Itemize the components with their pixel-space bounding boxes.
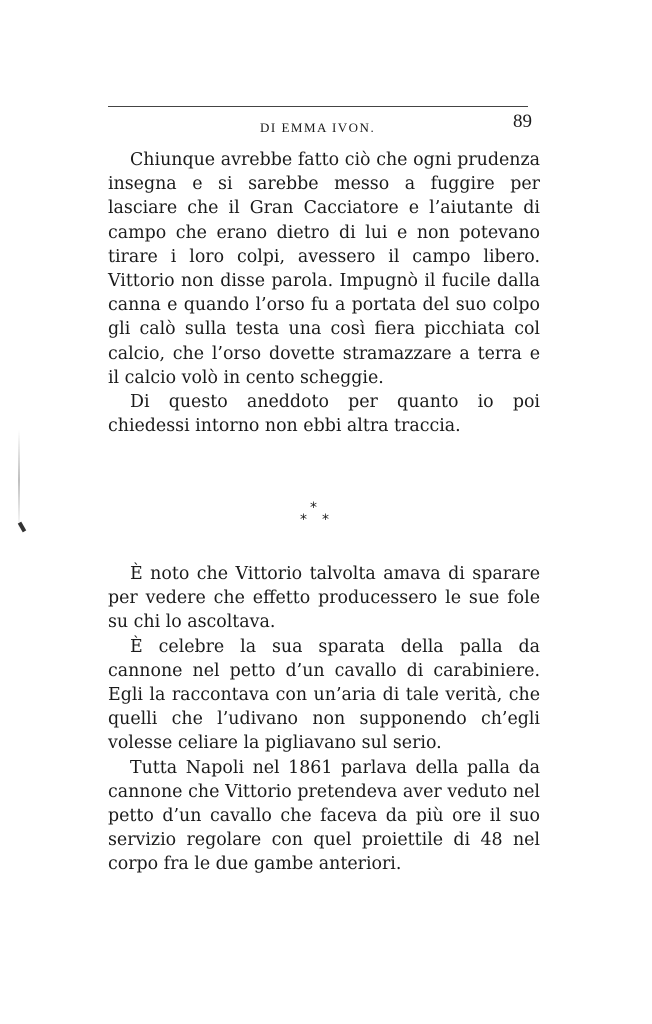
- asterism-star: *: [310, 500, 317, 516]
- page-header: [108, 98, 532, 140]
- asterism-star: *: [300, 512, 307, 528]
- text-block-bottom: [108, 562, 540, 877]
- text-block-top: [108, 148, 540, 438]
- paragraph: È celebre la sua sparata della palla da cannone nel petto d’un cavallo di carabiniere. Egli la raccontava con un’aria di tale verità, che quelli che l’udivano non supponendo ch’egli volesse celiare la pigliavano sul serio.: [108, 636, 540, 754]
- paragraph: Tutta Napoli nel 1861 parlava della palla da cannone che Vittorio pretendeva aver veduto nel petto d’un cavallo che faceva da più ore il suo servizio regolare con quel proiettile di 48 nel corpo fra le due gambe anteriori.: [108, 757, 540, 875]
- paragraph: Chiunque avrebbe fatto ciò che ogni prudenza insegna e si sarebbe messo a fuggire per lasciare che il Gran Cacciatore e l’aiutante di campo che erano dietro di lui e non potevano tirare i loro colpi, avessero il campo libero. Vittorio non disse parola. Impugnò il fucile dalla canna e quando l’orso fu a portata del suo colpo gli calò sulla testa una così fiera picchiata col calcio, che l’orso dovette stramazzare a terra e il calcio volò in cento scheggie.: [108, 150, 540, 388]
- page-edge-shadow: [18, 430, 20, 530]
- paragraph: Di questo aneddoto per quanto io poi chiedessi intorno non ebbi altra traccia.: [108, 392, 540, 437]
- page-number: 89: [513, 111, 532, 132]
- header-rule: [108, 106, 528, 107]
- running-head: DI EMMA IVON.: [260, 120, 376, 135]
- section-asterism: [296, 500, 356, 534]
- page-edge-mark: [18, 522, 26, 533]
- asterism-star: *: [322, 512, 329, 528]
- paragraph: È noto che Vittorio talvolta amava di sparare per vedere che effetto producessero le sue fole su chi lo ascoltava.: [108, 564, 540, 633]
